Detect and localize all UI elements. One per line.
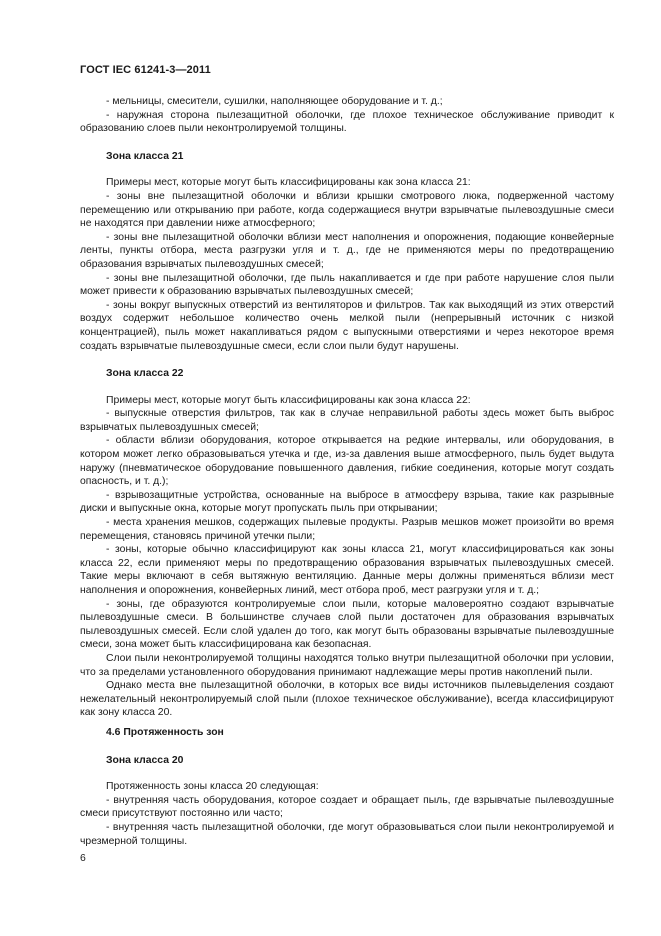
page-number: 6: [80, 853, 86, 864]
zone21-paragraph: Примеры мест, которые могут быть классифицированы как зона класса 21:: [106, 177, 471, 189]
section-4-6-heading: 4.6 Протяженность зон: [106, 726, 224, 738]
zone22-paragraph: - области вблизи оборудования, которое открывается на редкие интервалы, или оборудования, в котором может легко образовываться утечка и где, из-за давления выше атмосферного, пыль будет выдута наружу (пневматическое оборудование повышенного давления, гибкие соединения, которые могут создать опасность, и т. д.);: [80, 435, 614, 488]
zone22-paragraph: Примеры мест, которые могут быть классифицированы как зона класса 22:: [106, 394, 471, 406]
zone22-paragraph: - места хранения мешков, содержащих пылевые продукты. Разрыв мешков может произойти во время перемещения, становясь причиной утечки пыли;: [80, 517, 614, 542]
zone20-paragraph: Протяженность зоны класса 20 следующая:: [106, 781, 319, 793]
zone22-paragraph: - зоны, где образуются контролируемые слои пыли, которые маловероятно создают взрывчатые пылевоздушные смеси. В большинстве случаев слой пыли достаточен для образования взрывчатых пылевоздушных смесей. Если слой удален до того, как могут быть образованы взрывчатые пылевоздушные смеси, зона может быть классифицирована как безопасная.: [80, 598, 614, 651]
document-body: [80, 95, 614, 848]
zone21-paragraph: - зоны вне пылезащитной оболочки и вблизи крышки смотрового люка, подверженной частому перемещению или открыванию при работе, когда содержащиеся внутри взрывчатые пылевоздушные смеси не находятся при давлении ниже атмосферного;: [80, 190, 614, 230]
zone21-paragraph: - зоны вокруг выпускных отверстий из вентиляторов и фильтров. Так как выходящий из этих отверстий воздух содержит небольшое количество очень мелкой пыли (непрерывный источник с низкой концентрацией), пыль может накапливаться рядом с выпускными отверстиями и через некоторое время создать взрывчатые пылевоздушные смеси, если слои пыли будут нарушены.: [80, 299, 614, 352]
zone21-heading: Зона класса 21: [106, 150, 184, 162]
document-header: ГОСТ IEC 61241-3—2011: [80, 64, 211, 76]
zone22-paragraph: - зоны, которые обычно классифицируют как зоны класса 21, могут классифицироваться как зоны класса 22, если применяют меры по предотвращению образования взрывчатых пылевоздушных смесей. Такие меры включают в себя вытяжную вентиляцию. Данные меры должны применяться вблизи мест наполнения и опорожнения, конвейерных линий, мест отбора проб, мест разгрузки угля и т. д.;: [80, 544, 614, 596]
zone22-paragraph: - взрывозащитные устройства, основанные на выбросе в атмосферу взрыва, такие как разрывные диски и выпускные окна, которые могут пропускать пыль при открывании;: [80, 489, 614, 515]
zone22-paragraph: - выпускные отверстия фильтров, так как в случае неправильной работы здесь может быть выброс взрывчатых пылевоздушных смесей;: [80, 408, 614, 433]
zone22-paragraph: Однако места вне пылезащитной оболочки, в которых все виды источников пылевыделения создают нежелательный неконтролируемый слой пыли (плохое техническое обслуживание), всегда классифицируют как зону класса 20.: [80, 680, 614, 719]
zone21-paragraph: - зоны вне пылезащитной оболочки, где пыль накапливается и где при работе нарушение слоя пыли может привести к образованию взрывчатых пылевоздушных смесей;: [80, 272, 614, 298]
zone20-heading: Зона класса 20: [106, 754, 184, 766]
zone20-paragraph: - внутренняя часть пылезащитной оболочки, где могут образовываться слои пыли неконтролируемой и чрезмерной толщины.: [80, 821, 614, 847]
zone22-paragraph: Слои пыли неконтролируемой толщины находятся только внутри пылезащитной оболочки при условии, что за пределами установленного оборудования принимают надлежащие меры против накоплений пыли.: [80, 652, 614, 678]
zone20-paragraph: - внутренняя часть оборудования, которое создает и обращает пыль, где взрывчатые пылевоздушные смеси присутствуют постоянно или часто;: [80, 794, 614, 820]
zone22-heading: Зона класса 22: [106, 368, 184, 380]
zone21-paragraph: - зоны вне пылезащитной оболочки вблизи мест наполнения и опорожнения, подающие конвейерные ленты, пункты отбора, места разгрузки угля и т. д., где не применяются меры по предотвращению образования взрывчатых пылевоздушных смесей;: [80, 231, 614, 270]
intro-item: - наружная сторона пылезащитной оболочки, где плохое техническое обслуживание приводит к образованию слоев пыли неконтролируемой толщины.: [80, 109, 614, 135]
intro-item: - мельницы, смесители, сушилки, наполняющее оборудование и т. д.;: [106, 96, 443, 107]
